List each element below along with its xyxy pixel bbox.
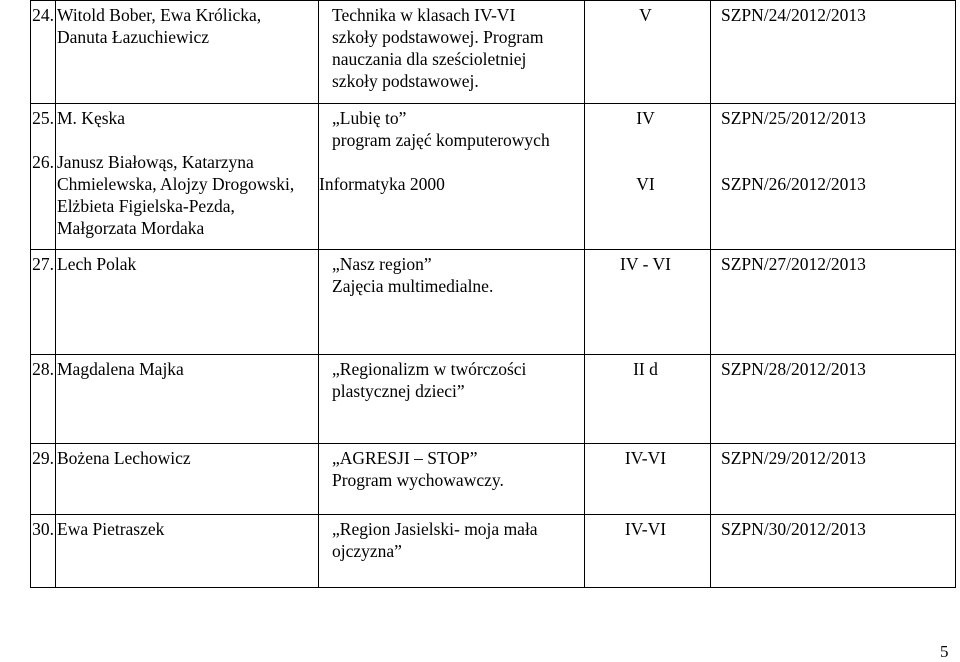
program-title: „Lubię to” program zajęć komputerowych [332, 108, 550, 150]
class-level: IV-VI [624, 519, 667, 539]
registry-number: SZPN/30/2012/2013 [721, 519, 866, 539]
class-level: IV-VI [624, 448, 667, 468]
number-cell [711, 355, 956, 444]
author-text: Bożena Lechowicz [57, 448, 191, 468]
program-register-table [30, 0, 956, 588]
author-cell [56, 104, 319, 250]
class-cell [585, 104, 711, 250]
author-cell [56, 444, 319, 515]
author-cell [56, 250, 319, 355]
registry-number: SZPN/25/2012/2013 [721, 108, 866, 128]
row-number: 24. [31, 1, 56, 104]
author-cell [56, 355, 319, 444]
number-cell [711, 444, 956, 515]
table-row [31, 104, 956, 250]
registry-number: SZPN/24/2012/2013 [721, 5, 866, 25]
row-number: 25. 26. [31, 104, 56, 250]
title-cell [319, 1, 585, 104]
class-cell [585, 250, 711, 355]
author-text: Janusz Białowąs, Katarzyna Chmielewska, Alojzy Drogowski, Elżbieta Figielska-Pezda, Małgorzata Mordaka [57, 152, 295, 238]
class-cell [585, 1, 711, 104]
author-cell [56, 515, 319, 588]
author-text: M. Kęska [57, 108, 126, 128]
class-cell [585, 444, 711, 515]
registry-number: SZPN/27/2012/2013 [721, 254, 866, 274]
registry-number: SZPN/29/2012/2013 [721, 448, 866, 468]
table-row [31, 444, 956, 515]
title-cell [319, 250, 585, 355]
table-row [31, 250, 956, 355]
table-row [31, 1, 956, 104]
class-cell [585, 355, 711, 444]
class-level: II d [633, 359, 658, 379]
program-title: „Regionalizm w twórczości plastycznej dzieci” [332, 359, 527, 401]
number-cell [711, 1, 956, 104]
author-text: Ewa Pietraszek [57, 519, 165, 539]
class-level: IV [636, 108, 655, 128]
program-title: Technika w klasach IV-VI szkoły podstawowej. Program nauczania dla sześcioletniej szkoły podstawowej. [332, 5, 544, 91]
program-title: „Region Jasielski- moja mała ojczyzna” [332, 519, 538, 561]
row-number: 29. [31, 444, 56, 515]
class-cell [585, 515, 711, 588]
table-row [31, 515, 956, 588]
title-cell [319, 515, 585, 588]
author-text: Witold Bober, Ewa Królicka, Danuta Łazuchiewicz [57, 5, 262, 47]
number-cell [711, 515, 956, 588]
program-title: „Nasz region” Zajęcia multimedialne. [332, 254, 494, 296]
registry-number: SZPN/28/2012/2013 [721, 359, 866, 379]
row-number: 30. [31, 515, 56, 588]
page-number: 5 [940, 642, 949, 661]
author-cell [56, 1, 319, 104]
number-cell [711, 104, 956, 250]
author-text: Lech Polak [57, 254, 137, 274]
class-level: VI [636, 174, 655, 194]
author-text: Magdalena Majka [57, 359, 184, 379]
registry-number: SZPN/26/2012/2013 [721, 174, 866, 194]
class-level: IV - VI [620, 254, 671, 274]
title-cell [319, 104, 585, 250]
row-number: 28. [31, 355, 56, 444]
title-cell [319, 444, 585, 515]
program-title: „AGRESJI – STOP” Program wychowawczy. [332, 448, 504, 490]
number-cell [711, 250, 956, 355]
title-cell [319, 355, 585, 444]
table-row [31, 355, 956, 444]
class-level: V [639, 5, 652, 25]
row-number: 27. [31, 250, 56, 355]
program-title: Informatyka 2000 [319, 174, 445, 194]
